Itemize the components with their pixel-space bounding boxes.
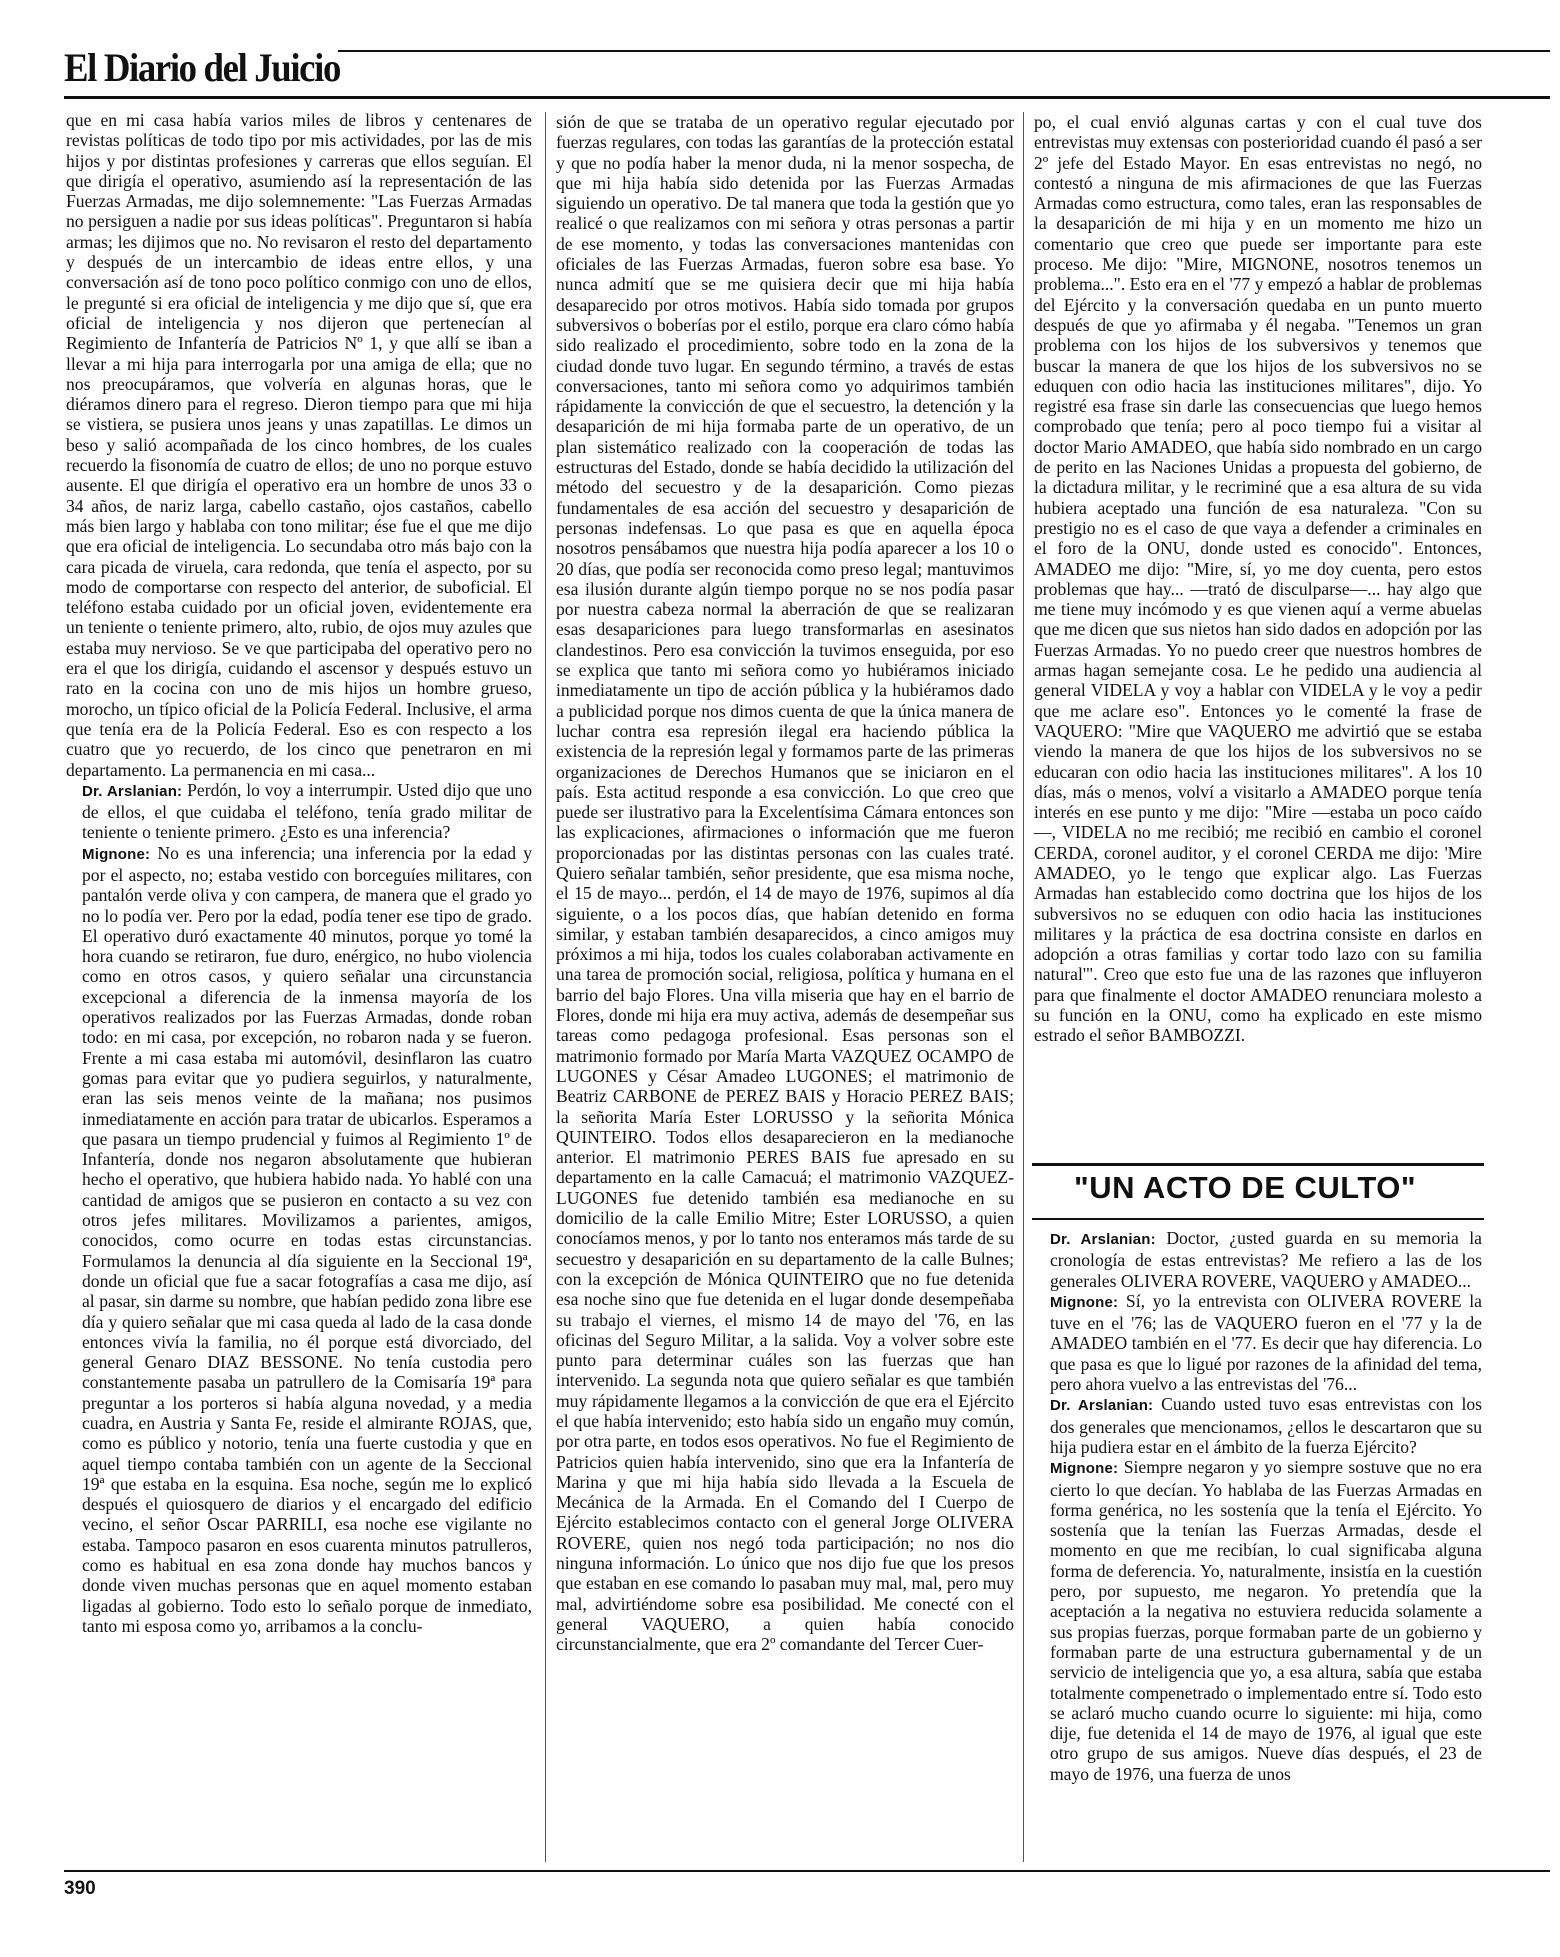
page-number: 390 <box>64 1878 96 1899</box>
headline-rule-bottom <box>1032 1218 1484 1220</box>
header-rule-top <box>338 50 1550 52</box>
paragraph-text: No es una inferencia; una inferencia por la edad y por el aspecto, no; estaba vestido con borceguíes militares, con pantalón verde oliva y con campera, de manera que el grado yo no lo podía ver. Pero por la edad, podía tener ese tipo de grado. El operativo duró exactamente 40 minutos, porque yo tomé la hora cuando se retiraron, fue duro, enérgico, no hubo violencia como en otros casos, y quiero señalar una circunstancia excepcional a diferencia de la inmensa mayoría de los operativos realizados por las Fuerzas Armadas, donde roban todo: en mi casa, por excepción, no robaron nada y se fueron. Frente a mi casa estaba mi automóvil, desinflaron las cuatro gomas para evitar que yo pudiera seguirlos, y naturalmente, eran las seis menos veinte de la mañana; nos pusimos inmediatamente en acción para tratar de ubicarlos. Esperamos a que pasara un tiempo prudencial y fuimos al Regimiento 1º de Infantería, donde nos negaron absolutamente que hubieran hecho el operativo, que hubiera habido nada. Yo hablé con una cantidad de amigos que se pusieron en contacto a su vez con otros jefes militares. Movilizamos a parientes, amigos, conocidos, como ocurre en todas estas circunstancias. Formulamos la denuncia al día siguiente en la Seccional 19ª, donde un oficial que fue a sacar fotografías a casa me dijo, así al pasar, sin darme su nombre, que habían pedido zona libre ese día y quiero señalar que mi casa queda al lado de la casa donde entonces vivía la familia, no él porque está divorciado, del general Genaro DIAZ BESSONE. No tenía custodia pero constantemente pasaba un patrullero de la Comisaría 19ª para preguntar a los porteros si había alguna novedad, y a media cuadra, en Austria y Santa Fe, reside el almirante ROJAS, que, como es público y notorio, tenía una fuerte custodia y que en aquel tiempo contaba también con un agente de la Seccional 19ª que estaba en la esquina. Esa noche, según me lo explicó después el quiosquero de diarios y el encargado del edificio vecino, el señor Oscar PARRILI, esa noche ese vigilante no estaba. Tampoco pasaron en esos cuarenta minutos patrulleros, como es habitual en esa zona donde hay muchos bancos y donde viven muchas personas que en aquel momento estaban ligadas al gobierno. Todo esto lo señalo porque de inmediato, tanto mi esposa como yo, arribamos a la conclu- <box>82 842 532 1636</box>
speaker-label: Dr. Arslanian: <box>1050 1231 1156 1248</box>
masthead: El Diario del Juicio <box>64 45 340 90</box>
paragraph <box>66 843 532 1637</box>
column-divider <box>545 112 546 1862</box>
headline-rule-top <box>1032 1163 1484 1166</box>
paragraph: sión de que se trataba de un operativo regular ejecutado por fuerzas regulares, con todas las garantías de la protección estatal y que no podía haber la menor duda, ni la menor sospecha, de que mi hija había sido detenida por las Fuerzas Armadas siguiendo un operativo. De tal manera que toda la gestión que yo realicé o que realizamos con mi señora y otras personas a partir de ese momento, y todas las conversaciones mantenidas con oficiales de las Fuerzas Armadas, fueron sobre esa base. Yo nunca admití que se me quisiera decir que mi hija había desaparecido por otros motivos. Había sido tomada por grupos subversivos o boberías por el estilo, porque era claro cómo había sido realizado el procedimiento, sobre todo en la zona de la ciudad donde tuvo lugar. En segundo término, a través de estas conversaciones, tanto mi señora como yo adquirimos también rápidamente la convicción de que el secuestro, la detención y la desaparición de mi hija formaba parte de un operativo, de un plan sistemático realizado con la cooperación de todas las estructuras del Estado, donde se había decidido la utilización del método del secuestro y de la desaparición. Como piezas fundamentales de esa acción del secuestro y desaparición de personas indefensas. Lo que pasa es que en aquella época nosotros pensábamos que nuestra hija podía aparecer a los 10 o 20 días, que podía ser reconocida como preso legal; mantuvimos esa ilusión durante algún tiempo porque no se nos podía pasar por nuestra cabeza normal la aberración de que se realizaran esas desapariciones para luego transformarlas en asesinatos clandestinos. Pero esa convicción la tuvimos enseguida, por eso se explica que tanto mi señora como yo hubiéramos iniciado inmediatamente un tipo de acción pública y la hubiéramos dado a publicidad porque nos dimos cuenta de que la única manera de luchar contra esa represión ilegal era haciendo pública la existencia de la represión legal y formamos parte de las primeras organizaciones de Derechos Humanos que se iniciaron en el país. Esta actitud responde a esa convicción. Lo que creo que puede ser ilustrativo para la Excelentísima Cámara entonces son las explicaciones, afirmaciones o información que me fueron proporcionadas por las distintas personas con las cuales traté. Quiero señalar también, señor presidente, que esa misma noche, el 15 de mayo... perdón, el 14 de mayo de 1976, supimos al día siguiente, o a los pocos días, que habían detenido en forma similar, y estaban también desaparecidos, a cinco amigos muy próximos a mi hija, todos los cuales colaboraban activamente en una tarea de promoción social, religiosa, política y humana en el barrio del bajo Flores. Una villa miseria que hay en el barrio de Flores, donde mi hija era muy activa, además de desempeñar sus tareas como pedagoga profesional. Esas personas son el matrimonio formado por María Marta VAZQUEZ OCAMPO de LUGONES y César Amadeo LUGONES; el matrimonio de Beatriz CARBONE de PEREZ BAIS y Horacio PEREZ BAIS; la señorita María Ester LORUSSO y la señorita Mónica QUINTEIRO. Todos ellos desaparecieron en la medianoche anterior. El matrimonio PERES BAIS fue apresado en su departamento en la calle Camacuá; el matrimonio VAZQUEZ-LUGONES fue detenido también esa medianoche en su domicilio de la calle Emilio Mitre; Ester LORUSSO, a quien conocíamos menos, y por lo tanto nos enteramos más tarde de su secuestro y desaparición en su departamento de la calle Bulnes; con la excepción de Mónica QUINTEIRO que no fue detenida esa noche sino que fue detenida en el lugar donde desempeñaba su trabajo el viernes, el mismo 14 de mayo del '76, en las oficinas del Seguro Militar, a la salida. Voy a volver sobre este punto para determinar cuáles son las fuerzas que han intervenido. La segunda nota que quiero señalar es que también muy rápidamente llegamos a la convicción de que era el Ejército el que había intervenido; esto había sido un engaño muy común, por otra parte, en todos esos operativos. No fue el Regimiento de Patricios quien había intervenido, sino que era la Infantería de Marina y que mi hija había sido llevada a la Escuela de Mecánica de la Armada. En el Comando del I Cuerpo de Ejército establecimos contacto con el general Jorge OLIVERA ROVERE, quien nos negó toda participación; no nos dio ninguna información. Lo único que nos dijo fue que los presos que estaban en ese comando lo pasaban muy mal, mal, pero muy mal, advirtiéndome sobre esa posibilidad. Me conecté con el general VAQUERO, a quien había conocido circunstancialmente, que era 2º comandante del Tercer Cuer- <box>556 112 1014 1655</box>
speaker-label: Mignone: <box>82 845 151 863</box>
speaker-label: Dr. Arslanian: <box>82 782 183 800</box>
section-headline: "UN ACTO DE CULTO" <box>1074 1170 1417 1205</box>
paragraph: po, el cual envió algunas cartas y con el cual tuve dos entrevistas muy extensas con posterioridad cuando él pasó a ser 2º jefe del Estado Mayor. En esas entrevistas no negó, no contestó a ninguna de mis afirmaciones de que las Fuerzas Armadas como estructura, como tales, eran las responsables de la desaparición de mi hija y en un momento me hizo un comentario que creo que puede ser importante para este proceso. Me dijo: "Mire, MIGNONE, nosotros tenemos un problema...". Esto era en el '77 y empezó a hablar de problemas del Ejército y la conversación quedaba en un punto muerto después de que yo afirmaba y él negaba. "Tenemos un gran problema con los hijos de los subversivos y tenemos que buscar la manera de que los hijos de los subversivos no se eduquen con odio hacia las instituciones militares", dijo. Yo registré esa frase sin darle las consecuencias que luego hemos comprobado que tenía; pero al poco tiempo fui a visitar al doctor Mario AMADEO, que había sido nombrado en un cargo de perito en las Naciones Unidas a propuesta del gobierno, de la dictadura militar, y le recriminé que a esa altura de su vida hubiera aceptado una función de esa naturaleza. "Con su prestigio no es el caso de que vaya a defender a criminales en el foro de la ONU, donde usted es conocido". Entonces, AMADEO me dijo: "Mire, sí, yo me doy cuenta, pero estos problemas que hay... —trató de disculparse—... hay algo que me tiene muy incómodo y es que vienen aquí a verme abuelas que me dicen que sus nietos han sido dados en adopción por las Fuerzas Armadas. Yo no puedo creer que nuestros hombres de armas hagan semejante cosa. Le he pedido una audiencia al general VIDELA y voy a hablar con VIDELA y le voy a pedir que me aclare eso". Entonces yo le comenté la frase de VAQUERO: "Mire que VAQUERO me advirtió que se estaba viendo la manera de que los hijos de los subversivos no se educaran con odio hacia las instituciones militares". A los 10 días, más o menos, volví a visitarlo a AMADEO porque tenía interés en ese punto y me dijo: "Mire —estaba un poco caído—, VIDELA no me recibió; me recibió en cambio el coronel CERDA, coronel auditor, y el coronel CERDA me dijo: 'Mire AMADEO, yo le tengo que explicar algo. Las Fuerzas Armadas han establecido como doctrina que los hijos de los subversivos no se eduquen con odio hacia las instituciones militares y la práctica de esa doctrina consiste en darlos en adopción a otras familias y cortar todo lazo con su familia natural'". Creo que esto fue una de las razones que influyeron para que finalmente el doctor AMADEO renunciara molesto a su función en la ONU, como ha explicado en este mismo estrado el señor BAMBOZZI. <box>1034 112 1483 1046</box>
paragraph <box>1034 1394 1482 1457</box>
paragraph <box>66 780 532 843</box>
paragraph-text: Siempre negaron y yo siempre sostuve que no era cierto lo que decían. Yo hablaba de las Fuerzas Armadas en forma genérica, no les sostenía que la tenía el Ejército. Yo sostenía que la tenían las Fuerzas Armadas, desde el momento en que me recibían, lo cual significaba alguna forma de deferencia. Yo, naturalmente, insistía en la cuestión pero, por supuesto, me negaron. Yo pretendía que la aceptación a la negativa no estuviera reducida solamente a sus propias fuerzas, porque formaban parte de un gobierno y formaban parte de una estructura gubernamental y de un servicio de inteligencia que yo, a esa altura, sabía que estaba totalmente compenetrado o implementado entre sí. Todo esto se aclaró mucho cuando ocurre lo siguiente: mi hija, como dije, fue detenida el 14 de mayo de 1976, al igual que este otro grupo de sus amigos. Nueve días después, el 23 de mayo de 1976, una fuerza de unos <box>1050 1457 1482 1784</box>
footer-rule <box>64 1870 1550 1872</box>
speaker-label: Dr. Arslanian: <box>1050 1397 1154 1415</box>
column-2 <box>556 112 1014 1655</box>
paragraph <box>1034 1457 1482 1784</box>
column-3-continued <box>1034 1228 1482 1784</box>
paragraph-text: Cuando usted tuvo esas entrevistas con los dos generales que mencionamos, ¿ellos le descartaron que su hija pudiera estar en el ámbito de la fuerza Ejército? <box>1050 1394 1482 1457</box>
paragraph <box>1034 1291 1482 1394</box>
paragraph: que en mi casa había varios miles de libros y centenares de revistas políticas de todo tipo por mis actividades, por las de mis hijos y por distintas profesiones y carreras que ellos seguían. El que dirigía el operativo, asumiendo así la representación de las Fuerzas Armadas, me dijo solemnemente: "Las Fuerzas Armadas no persiguen a nadie por sus ideas políticas". Preguntaron si había armas; les dijimos que no. No revisaron el resto del departamento y después de un intercambio de ideas entre ellos, y una conversación así de tono poco político conmigo con uno de ellos, le pregunté si era oficial de inteligencia y me dijo que sí, que era oficial de inteligencia y nos dijeron que pertenecían al Regimiento de Infantería de Patricios Nº 1, y que allí se iban a llevar a mi hija para interrogarla por una amiga de ella; que no nos preocupáramos, que volvería en algunas horas, que le diéramos dinero para el regreso. Dieron tiempo para que mi hija se vistiera, se pusiera unos jeans y unas zapatillas. Le dimos un beso y salió acompañada de los cinco hombres, de los cuales recuerdo la fisonomía de cuatro de ellos; de uno no porque estuvo ausente. El que dirigía el operativo era un hombre de unos 33 o 34 años, de nariz larga, cabello castaño, ojos castaños, cabello más bien largo y hablaba con tono militar; ése fue el que me dijo que era oficial de inteligencia. Lo secundaba otro más bajo con la cara picada de viruela, cara redonda, que tenía el aspecto, por su modo de comportarse con respecto del anterior, de suboficial. El teléfono estaba cuidado por un oficial joven, evidentemente era un teniente o teniente primero, alto, rubio, de ojos muy azules que estaba muy nervioso. Se ve que participaba del operativo pero no era el que los dirigía, cuidando el ascensor y después estuvo un rato en la cocina con uno de mis hijos un hombre grueso, morocho, un típico oficial de la Policía Federal. Inclusive, el arma que tenía era de la Policía Federal. Eso es con respecto a los cuatro que yo recuerdo, de los cinco que penetraron en mi departamento. La permanencia en mi casa... <box>66 110 532 780</box>
paragraph-text: Doctor, ¿usted guarda en su memoria la cronología de estas entrevistas? Me refiero a las de los generales OLIVERA ROVERE, VAQUERO y AMADEO... <box>1050 1228 1482 1291</box>
paragraph-text: Perdón, lo voy a interrumpir. Usted dijo que uno de ellos, el que cuidaba el teléfono, tenía grado militar de teniente o teniente primero. ¿Esto es una inferencia? <box>82 779 532 843</box>
header-rule-bottom <box>64 96 1550 99</box>
column-3 <box>1034 112 1482 1046</box>
column-1 <box>66 110 532 1636</box>
speaker-label: Mignone: <box>1050 1293 1119 1311</box>
paragraph <box>1034 1228 1482 1291</box>
speaker-label: Mignone: <box>1050 1460 1119 1478</box>
column-divider <box>1023 112 1024 1862</box>
paragraph-text: Sí, yo la entrevista con OLIVERA ROVERE la tuve en el '76; las de VAQUERO fueron en el '77 y la de AMADEO también en el '77. Es decir que hay diferencia. Lo que pasa es que lo ligué por razones de la afinidad del tema, pero ahora vuelvo a las entrevistas del '76... <box>1050 1290 1482 1395</box>
